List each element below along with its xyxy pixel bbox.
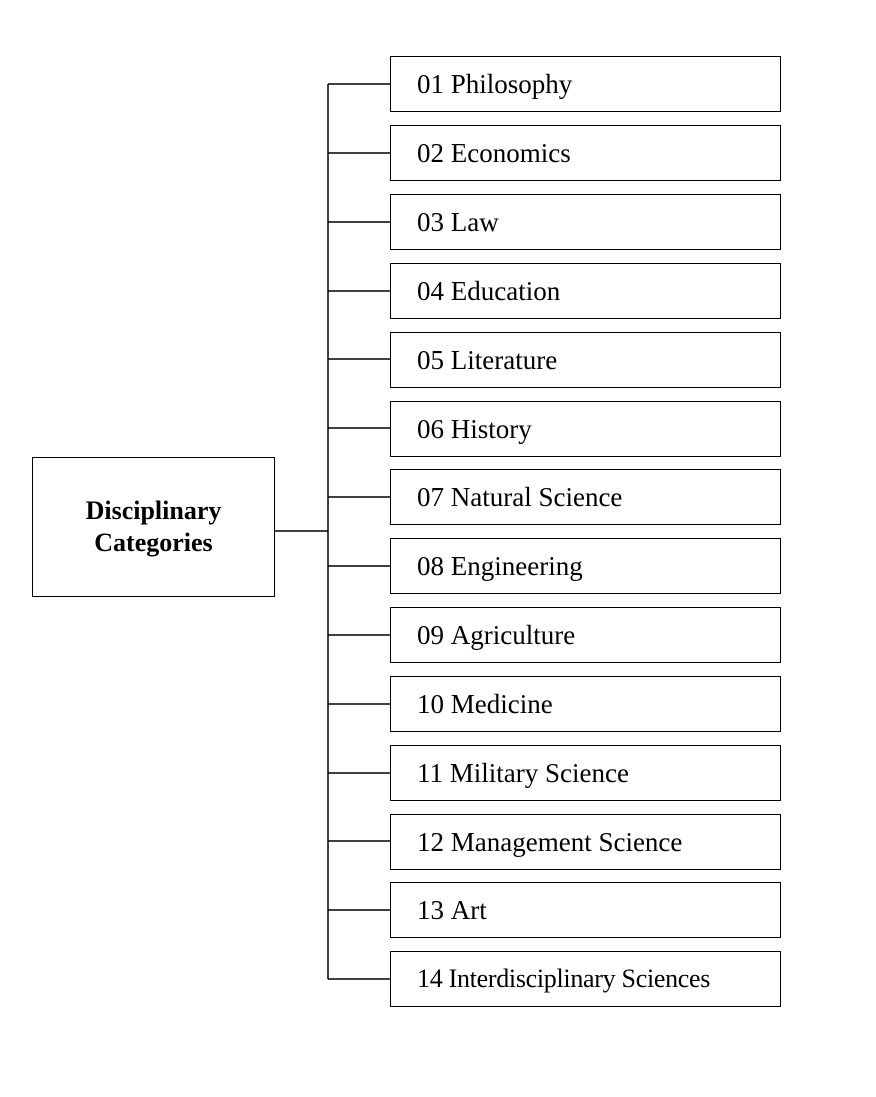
category-node-09: [390, 607, 781, 663]
category-label: 11: [417, 757, 443, 788]
category-label: 06: [417, 413, 444, 444]
category-node-01: [390, 56, 781, 112]
category-label: History: [450, 413, 532, 444]
category-node-03: [390, 194, 781, 250]
category-label: 03: [417, 206, 444, 237]
category-label: 08: [417, 550, 444, 581]
category-label: Art: [450, 894, 487, 925]
category-node-14: [390, 951, 781, 1007]
category-node-06: [390, 401, 781, 457]
category-node-08: [390, 538, 781, 594]
root-label-line1: Disciplinary: [85, 496, 222, 525]
category-node-11: [390, 745, 781, 801]
category-node-12: [390, 814, 781, 870]
category-label: 05: [417, 344, 444, 375]
category-label: 01: [417, 68, 444, 99]
root-label-line2: Categories: [94, 528, 213, 557]
category-node-10: [390, 676, 781, 732]
category-label: 10: [417, 688, 444, 719]
category-label: 09: [417, 619, 444, 650]
category-label: Law: [450, 206, 499, 237]
category-label: Medicine: [450, 688, 553, 719]
category-node-04: [390, 263, 781, 319]
root-label: [86, 495, 222, 559]
category-label: Literature: [450, 344, 558, 375]
category-label: Military Science: [449, 757, 629, 788]
category-label: Education: [450, 275, 561, 306]
category-node-07: [390, 469, 781, 525]
category-node-02: [390, 125, 781, 181]
root-node: [32, 457, 275, 597]
category-label: 14: [417, 964, 443, 993]
category-label: 07: [417, 481, 444, 512]
category-label: Natural Science: [450, 481, 623, 512]
category-label: Agriculture: [450, 619, 576, 650]
category-label: 12: [417, 826, 444, 857]
category-node-05: [390, 332, 781, 388]
category-label: 13: [417, 894, 444, 925]
category-label: Philosophy: [450, 68, 573, 99]
category-label: Engineering: [450, 550, 583, 581]
category-label: Management Science: [450, 826, 683, 857]
category-label: Interdisciplinary Sciences: [448, 964, 711, 993]
category-label: Economics: [450, 137, 571, 168]
category-node-13: [390, 882, 781, 938]
category-label: 04: [417, 275, 444, 306]
category-label: 02: [417, 137, 444, 168]
